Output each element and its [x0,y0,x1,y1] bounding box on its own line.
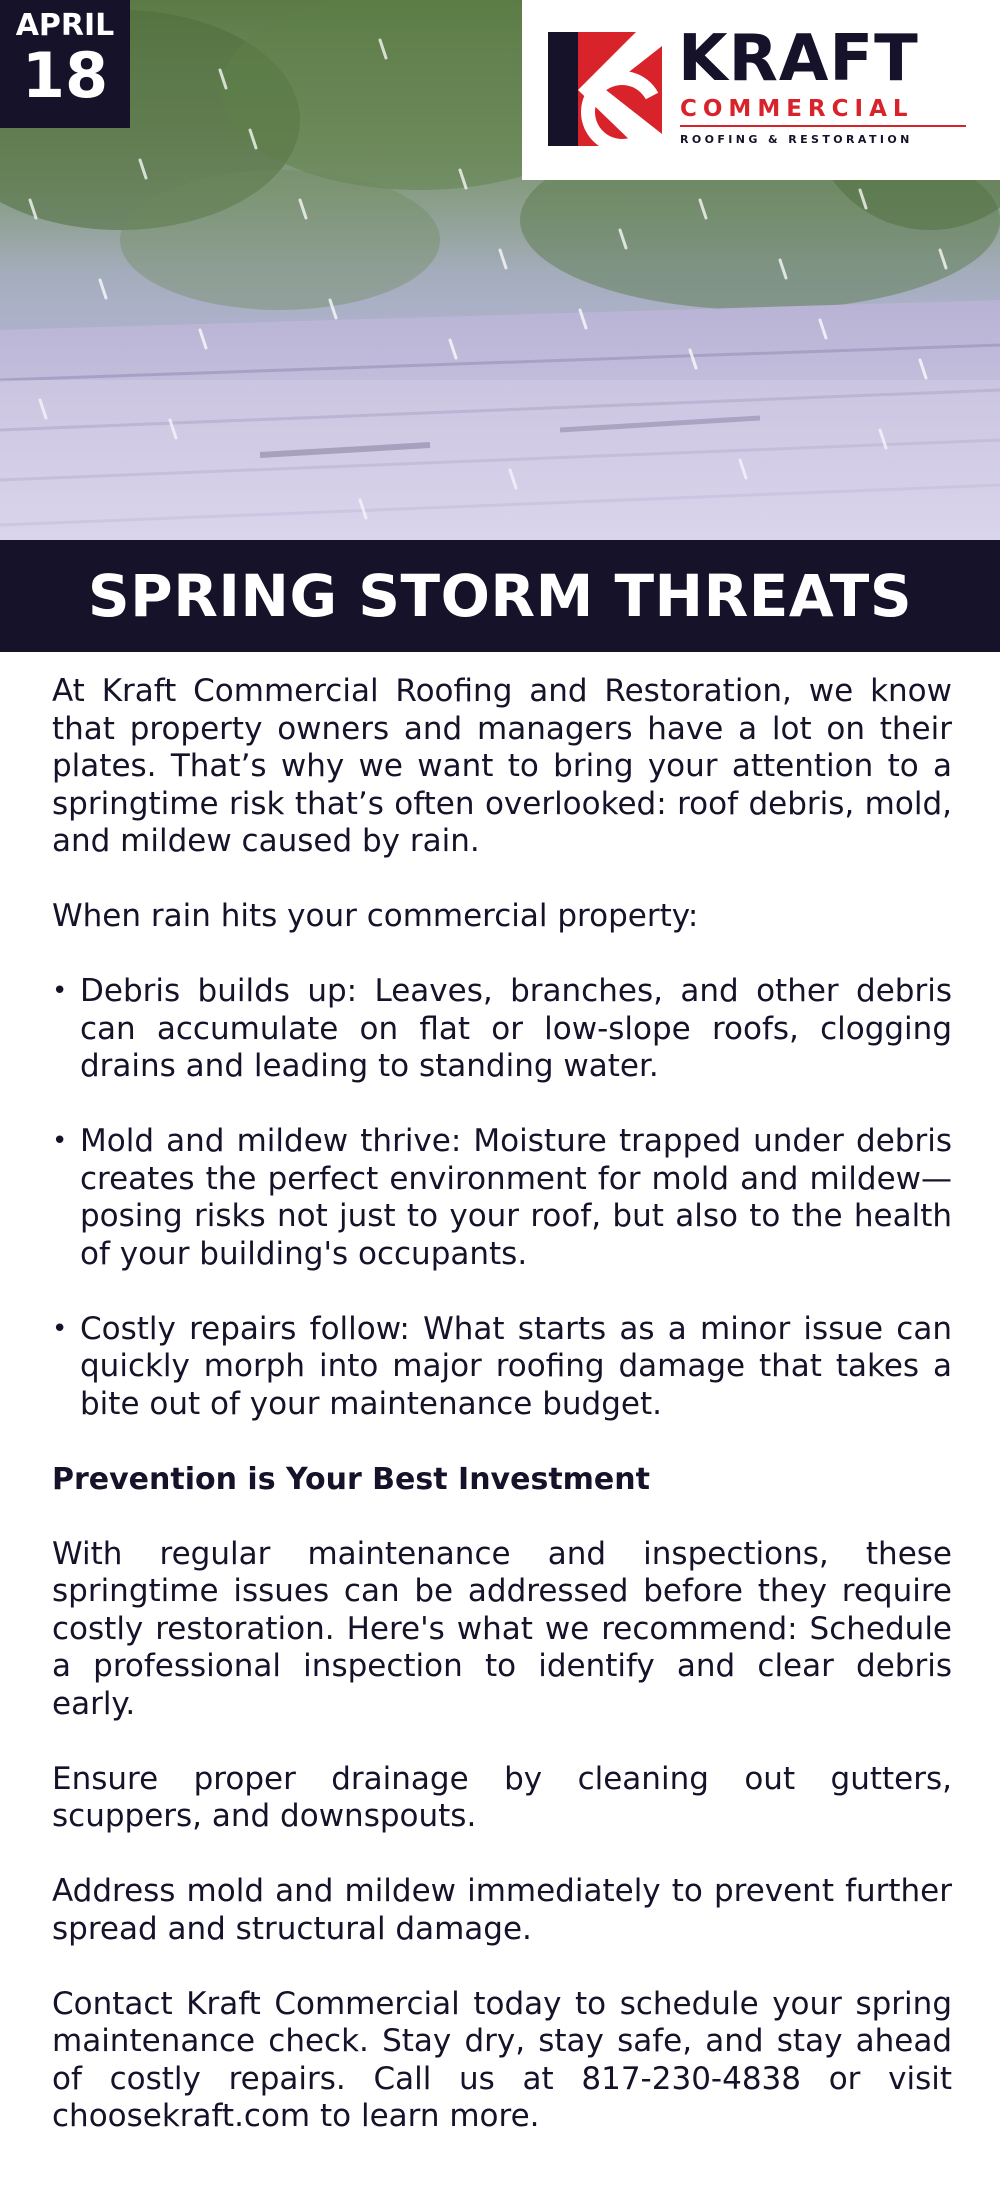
risk-list [52,973,952,1423]
article-body [52,673,952,2136]
page-title: SPRING STORM THREATS [87,562,913,630]
list-item [52,1311,952,1424]
body-paragraph: With regular maintenance and inspections, these springtime issues can be addressed before they require costly restoration. Here's what we recommend: Schedule a professional inspection to identify and clear debris early. [52,1535,952,1722]
logo-tagline: ROOFING & RESTORATION [680,133,913,146]
bullet-icon: • [52,1126,68,1156]
body-paragraph: Address mold and mildew immediately to prevent further spread and structural damage. [52,1873,952,1947]
list-item [52,973,952,1086]
bullet-icon: • [52,1313,68,1344]
date-month: APRIL [15,8,115,43]
bullet-icon: • [52,976,68,1006]
lead-paragraph: When rain hits your commercial property: [52,898,699,934]
list-item-text: Mold and mildew thrive: Moisture trapped under debris creates the perfect environment for mold and mildew—posing risks not just to your roof, but also to the health of your building's occupants. [80,1123,952,1272]
body-paragraph: Ensure proper drainage by cleaning out gutters, scuppers, and downspouts. [52,1760,952,1834]
intro-paragraph: At Kraft Commercial Roofing and Restoration, we know that property owners and managers have a lot on their plates. That’s why we want to bring your attention to a springtime risk that’s often overlooked: roof debris, mold, and mildew caused by rain. [52,673,952,859]
kc-monogram-icon [548,32,662,146]
date-badge [0,0,130,128]
date-day: 18 [21,39,109,112]
list-item-text: Debris builds up: Leaves, branches, and other debris can accumulate on flat or low-slope roofs, clogging drains and leading to standing water. [80,973,952,1084]
list-item [52,1123,952,1273]
title-banner [0,540,1000,652]
logo-divider [680,125,966,127]
section-heading: Prevention is Your Best Investment [52,1461,650,1497]
logo-kraft-text: KRAFT [678,22,919,96]
list-item-text: Costly repairs follow: What starts as a minor issue can quickly morph into major roofing damage that takes a bite out of your maintenance budget. [80,1310,952,1422]
contact-paragraph: Contact Kraft Commercial today to schedule your spring maintenance check. Stay dry, stay safe, and stay ahead of costly repairs. Call us at 817-230-4838 or visit choosekraft.com to learn more. [52,1985,952,2134]
company-logo [522,0,1000,180]
logo-commercial-text: COMMERCIAL [680,96,914,122]
